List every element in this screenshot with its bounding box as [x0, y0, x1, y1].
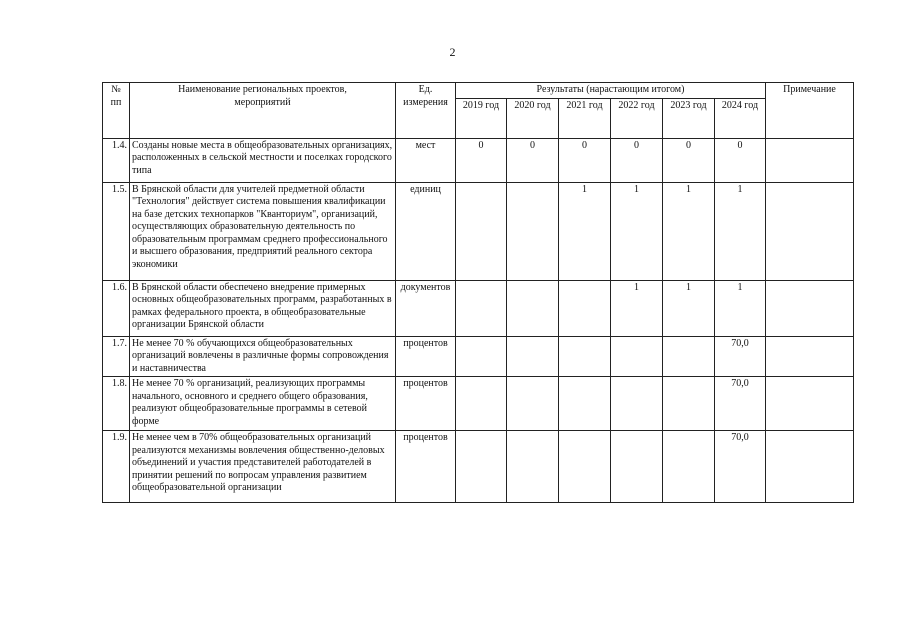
header-year: 2021 год — [559, 98, 611, 138]
row-value — [611, 336, 663, 377]
row-value: 1 — [611, 182, 663, 280]
row-value — [456, 336, 507, 377]
row-num: 1.8. — [103, 377, 130, 431]
header-unit — [396, 83, 456, 139]
row-note — [766, 431, 854, 503]
header-unit-line1: Ед. — [418, 84, 433, 95]
row-value: 0 — [559, 138, 611, 182]
row-note — [766, 182, 854, 280]
row-value — [559, 377, 611, 431]
row-value — [456, 182, 507, 280]
row-value: 0 — [507, 138, 559, 182]
row-name: В Брянской области обеспечено внедрение примерных основных общеобразовательных программ, разработанных в рамках федерального проекта, в общеобразовательные организации Брянской области — [130, 280, 396, 336]
row-name: Не менее 70 % обучающихся общеобразовательных организаций вовлечены в различные формы сопровождения и наставничества — [130, 336, 396, 377]
row-value — [559, 431, 611, 503]
header-results: Результаты (нарастающим итогом) — [456, 83, 766, 99]
row-unit: процентов — [396, 336, 456, 377]
header-year: 2019 год — [456, 98, 507, 138]
results-table — [102, 82, 854, 503]
table-row — [103, 377, 854, 431]
row-note — [766, 377, 854, 431]
row-value: 0 — [715, 138, 766, 182]
row-value — [611, 431, 663, 503]
row-unit: мест — [396, 138, 456, 182]
row-value: 70,0 — [715, 431, 766, 503]
row-name: Не менее 70 % организаций, реализующих программы начального, основного и среднего общего образования, реализуют общеобразовательные программы в сетевой форме — [130, 377, 396, 431]
row-note — [766, 280, 854, 336]
row-value: 1 — [559, 182, 611, 280]
row-value — [611, 377, 663, 431]
row-value: 1 — [663, 182, 715, 280]
header-row-top — [103, 83, 854, 99]
row-unit: единиц — [396, 182, 456, 280]
row-value — [507, 280, 559, 336]
row-value: 1 — [611, 280, 663, 336]
row-value: 1 — [715, 280, 766, 336]
row-value: 0 — [456, 138, 507, 182]
row-name: Созданы новые места в общеобразовательных организациях, расположенных в сельской местности и поселках городского типа — [130, 138, 396, 182]
table-row — [103, 280, 854, 336]
row-value — [456, 280, 507, 336]
header-year: 2020 год — [507, 98, 559, 138]
row-value: 70,0 — [715, 336, 766, 377]
row-value: 0 — [611, 138, 663, 182]
page-number: 2 — [449, 45, 456, 59]
row-note — [766, 336, 854, 377]
row-value — [559, 336, 611, 377]
row-num: 1.5. — [103, 182, 130, 280]
row-value: 70,0 — [715, 377, 766, 431]
header-year: 2022 год — [611, 98, 663, 138]
row-value — [507, 182, 559, 280]
row-unit: документов — [396, 280, 456, 336]
table-row — [103, 431, 854, 503]
header-note: Примечание — [766, 83, 854, 139]
row-num: 1.9. — [103, 431, 130, 503]
row-value — [663, 431, 715, 503]
header-name — [130, 83, 396, 139]
table-row — [103, 138, 854, 182]
row-value: 1 — [663, 280, 715, 336]
row-unit: процентов — [396, 377, 456, 431]
row-name: Не менее чем в 70% общеобразовательных организаций реализуются механизмы вовлечения общественно-деловых объединений и участия представителей работодателей в принятии решений по вопросам управления развитием общеобразовательной организации — [130, 431, 396, 503]
row-name: В Брянской области для учителей предметной области "Технология" действует система повышения квалификации на базе детских технопарков "Кванториум", организаций, осуществляющих образовательную деятельность по образовательным программам среднего профессионального и высшего образования, предприятий реального сектора экономики — [130, 182, 396, 280]
table-row — [103, 336, 854, 377]
row-value — [663, 377, 715, 431]
header-num: № пп — [103, 83, 130, 139]
row-value: 0 — [663, 138, 715, 182]
row-num: 1.7. — [103, 336, 130, 377]
row-num: 1.6. — [103, 280, 130, 336]
row-value — [559, 280, 611, 336]
row-value: 1 — [715, 182, 766, 280]
header-name-line2: мероприятий — [234, 96, 291, 108]
row-value — [663, 336, 715, 377]
row-note — [766, 138, 854, 182]
header-year: 2023 год — [663, 98, 715, 138]
row-value — [507, 431, 559, 503]
header-year: 2024 год — [715, 98, 766, 138]
row-unit: процентов — [396, 431, 456, 503]
header-unit-line2: измерения — [403, 96, 448, 108]
row-value — [456, 431, 507, 503]
row-value — [456, 377, 507, 431]
header-name-line1: Наименование региональных проектов, — [178, 84, 347, 95]
row-value — [507, 336, 559, 377]
row-num: 1.4. — [103, 138, 130, 182]
table-row — [103, 182, 854, 280]
row-value — [507, 377, 559, 431]
